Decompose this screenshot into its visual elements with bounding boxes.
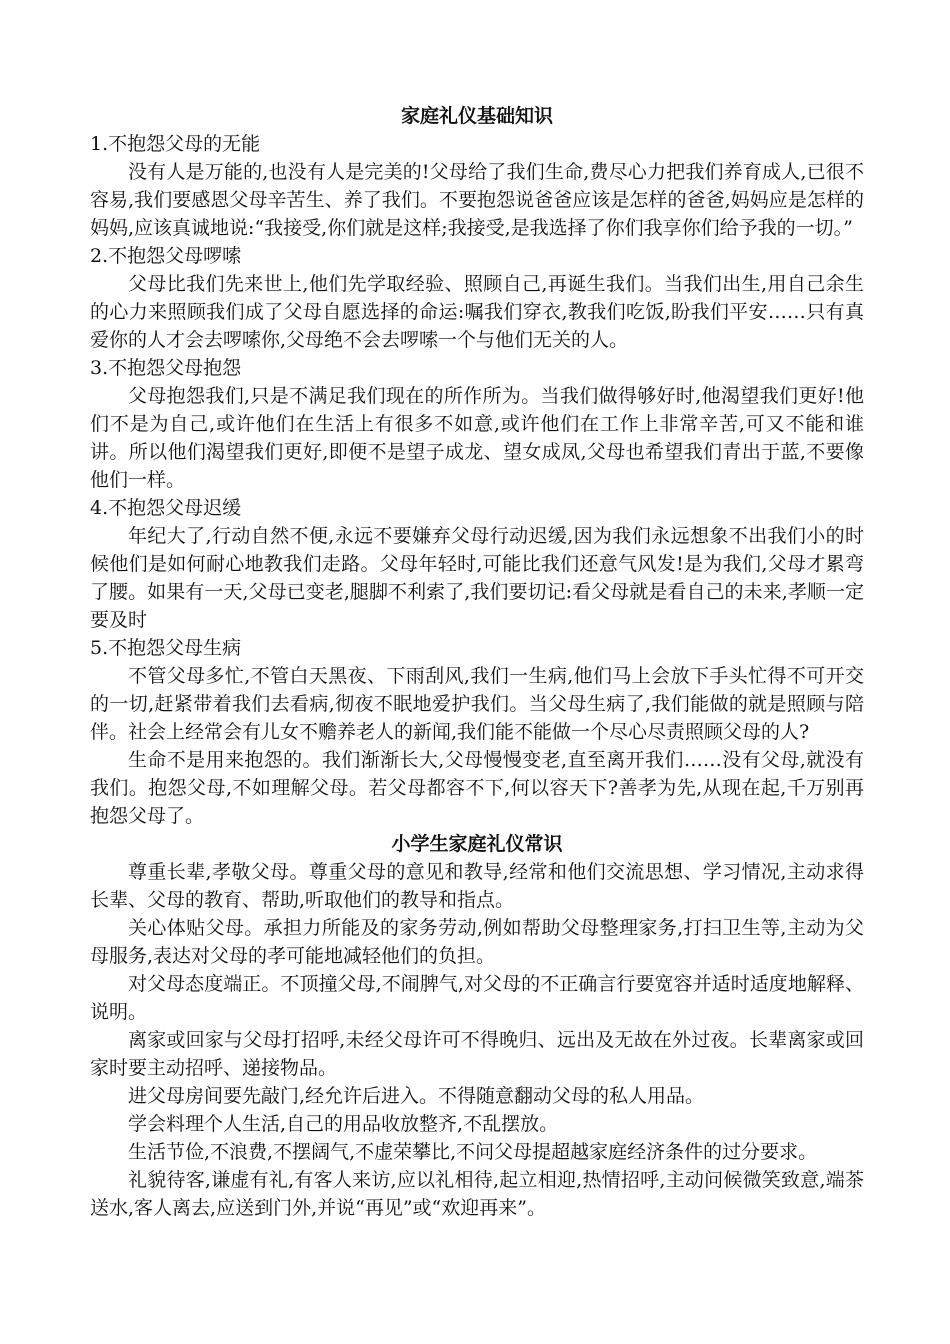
item5-paragraph: 不管父母多忙,不管白天黑夜、下雨刮风,我们一生病,他们马上会放下手头忙得不可开交的一切,赶紧带着我们去看病,彻夜不眠地爱护我们。当父母生病了,我们能做的就是照顾与陪伴。社会上经常会有儿女不赡养老人的新闻,我们能不能做一个尽心尽责照顾父母的人? xyxy=(90,665,864,743)
etiquette-paragraph: 学会料理个人生活,自己的用品收放整齐,不乱摆放。 xyxy=(128,1113,559,1135)
etiquette-paragraph: 对父母态度端正。不顶撞父母,不闹脾气,对父母的不正确言行要宽容并适时适度地解释、说明。 xyxy=(90,973,864,1023)
etiquette-paragraph: 生活节俭,不浪费,不摆阔气,不虚荣攀比,不问父母提超越家庭经济条件的过分要求。 xyxy=(128,1141,818,1163)
section1-title: 家庭礼仪基础知识 xyxy=(400,105,553,127)
item5-heading: 5.不抱怨父母生病 xyxy=(90,637,242,659)
etiquette-paragraph: 进父母房间要先敲门,经允许后进入。不得随意翻动父母的私人用品。 xyxy=(128,1085,705,1107)
item2-paragraph: 父母比我们先来世上,他们先学取经验、照顾自己,再诞生我们。当我们出生,用自己余生的心力来照顾我们成了父母自愿选择的命运:嘱我们穿衣,教我们吃饭,盼我们平安……只有真爱你的人才会去啰嗦你,父母绝不会去啰嗦一个与他们无关的人。 xyxy=(90,273,864,351)
item4-heading: 4.不抱怨父母迟缓 xyxy=(90,497,242,519)
item4-paragraph: 年纪大了,行动自然不便,永远不要嫌弃父母行动迟缓,因为我们永远想象不出我们小的时候他们是如何耐心地教我们走路。父母年轻时,可能比我们还意气风发!是为我们,父母才累弯了腰。如果有一天,父母已变老,腿脚不利索了,我们要切记:看父母就是看自己的未来,孝顺一定要及时 xyxy=(90,525,864,631)
etiquette-paragraph: 关心体贴父母。承担力所能及的家务劳动,例如帮助父母整理家务,打扫卫生等,主动为父母服务,表达对父母的孝可能地减轻他们的负担。 xyxy=(90,917,864,967)
item3-heading: 3.不抱怨父母抱怨 xyxy=(90,357,242,379)
etiquette-paragraph: 礼貌待客,谦虚有礼,有客人来访,应以礼相待,起立相迎,热情招呼,主动问候微笑致意,端茶送水,客人离去,应送到门外,并说“再见”或“欢迎再来”。 xyxy=(90,1169,864,1219)
section2-title: 小学生家庭礼仪常识 xyxy=(391,833,563,855)
item1-heading: 1.不抱怨父母的无能 xyxy=(90,133,261,155)
etiquette-paragraph: 尊重长辈,孝敬父母。尊重父母的意见和教导,经常和他们交流思想、学习情况,主动求得长辈、父母的教育、帮助,听取他们的教导和指点。 xyxy=(90,861,864,911)
item2-heading: 2.不抱怨父母啰嗦 xyxy=(90,245,242,267)
item3-paragraph: 父母抱怨我们,只是不满足我们现在的所作所为。当我们做得够好时,他渴望我们更好!他们不是为自己,或许他们在生活上有很多不如意,或许他们在工作上非常辛苦,可又不能和谁讲。所以他们渴望我们更好,即便不是望子成龙、望女成凤,父母也希望我们青出于蓝,不要像他们一样。 xyxy=(90,385,864,491)
etiquette-paragraph: 离家或回家与父母打招呼,未经父母许可不得晚归、远出及无故在外过夜。长辈离家或回家时要主动招呼、递接物品。 xyxy=(90,1029,864,1079)
item1-paragraph: 没有人是万能的,也没有人是完美的!父母给了我们生命,费尽心力把我们养育成人,已很不容易,我们要感恩父母辛苦生、养了我们。不要抱怨说爸爸应该是怎样的爸爸,妈妈应是怎样的妈妈,应该真诚地说:“我接受,你们就是这样;我接受,是我选择了你们我享你们给予我的一切。” xyxy=(90,161,864,239)
closing-paragraph: 生命不是用来抱怨的。我们渐渐长大,父母慢慢变老,直至离开我们……没有父母,就没有我们。抱怨父母,不如理解父母。若父母都容不下,何以容天下?善孝为先,从现在起,千万别再抱怨父母了。 xyxy=(90,749,864,827)
